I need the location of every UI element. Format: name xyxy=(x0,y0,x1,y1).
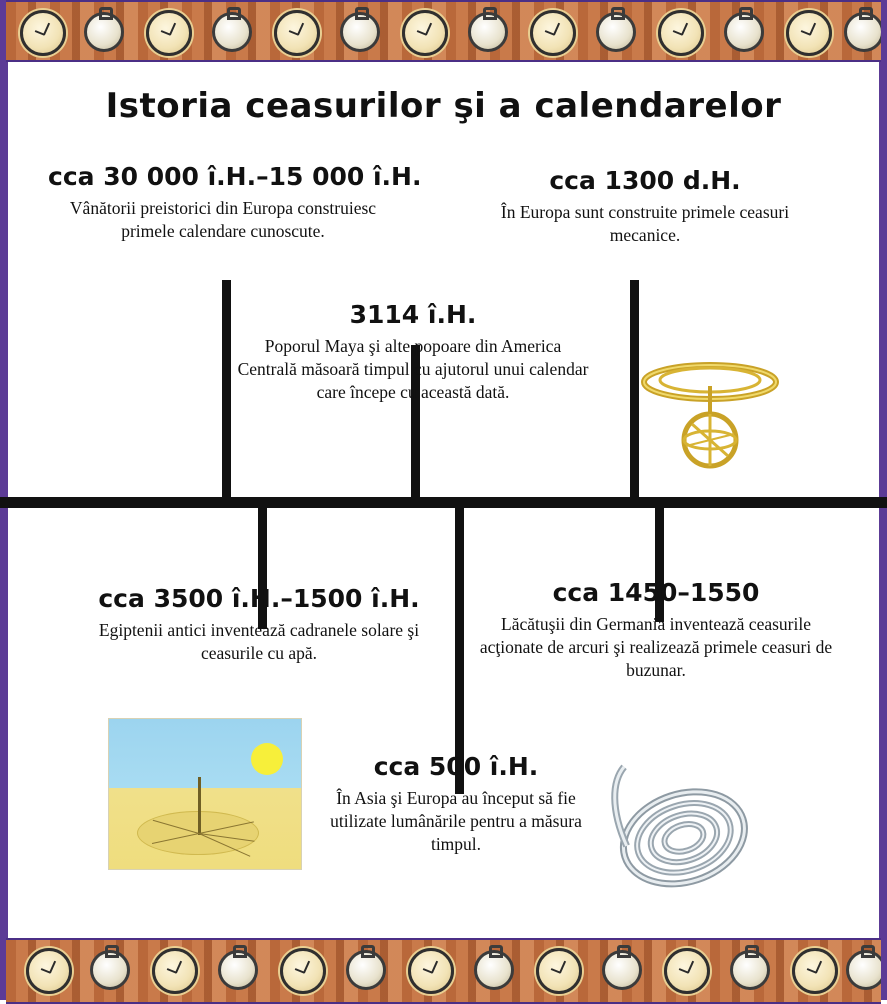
timeline-entry-4 xyxy=(82,584,436,665)
pocket-watch-icon xyxy=(84,12,124,52)
clock-icon xyxy=(20,10,66,56)
entry-date: cca 1300 d.H. xyxy=(549,166,741,195)
clock-icon xyxy=(274,10,320,56)
timeline-entry-3 xyxy=(500,166,790,247)
entry-text: Poporul Maya şi alte popoare din America Centrală măsoară timpul cu ajutorul unui calendar care începe cu această dată. xyxy=(237,336,589,403)
timeline-entry-6 xyxy=(470,578,842,682)
sundial-illustration xyxy=(108,718,302,870)
page-title: Istoria ceasurilor şi a calendarelor xyxy=(105,86,782,126)
clock-icon xyxy=(786,10,832,56)
sundial-gnomon xyxy=(198,777,201,835)
clock-icon xyxy=(408,948,454,994)
clock-icon xyxy=(530,10,576,56)
pocket-watch-icon xyxy=(90,950,130,990)
entry-date: cca 500 î.H. xyxy=(373,752,539,781)
entry-text: Lăcătuşii din Germania inventează ceasurile acţionate de arcuri şi realizează primele ceasuri de buzunar. xyxy=(479,614,833,681)
timeline-entry-2 xyxy=(236,300,590,404)
timeline-entry-5 xyxy=(318,752,594,856)
pocket-watch-icon xyxy=(596,12,636,52)
entry-date: cca 30 000 î.H.–15 000 î.H. xyxy=(48,162,422,191)
timeline-tick-5 xyxy=(455,507,464,794)
pocket-watch-icon xyxy=(724,12,764,52)
clock-pattern-border-top xyxy=(6,0,881,62)
pocket-watch-icon xyxy=(844,12,881,52)
pocket-watch-icon xyxy=(346,950,386,990)
pocket-watch-icon xyxy=(602,950,642,990)
entry-date: cca 1450–1550 xyxy=(552,578,760,607)
clock-icon xyxy=(402,10,448,56)
pocket-watch-icon xyxy=(730,950,770,990)
entry-text: Egiptenii antici inventează cadranele solare şi ceasurile cu apă. xyxy=(98,620,420,664)
clock-icon xyxy=(536,948,582,994)
timeline-tick-1 xyxy=(222,280,231,498)
clock-icon xyxy=(792,948,838,994)
pocket-watch-icon xyxy=(218,950,258,990)
clock-icon xyxy=(26,948,72,994)
clock-icon xyxy=(664,948,710,994)
sun-icon xyxy=(251,743,283,775)
entry-text: În Europa sunt construite primele ceasuri mecanice. xyxy=(500,202,790,246)
timeline-axis xyxy=(0,497,887,508)
brass-armillary-sphere-illustration xyxy=(630,350,790,480)
entry-date: 3114 î.H. xyxy=(349,300,477,329)
mainspring-coil-illustration xyxy=(608,740,758,910)
clock-icon xyxy=(152,948,198,994)
timeline-entry-1 xyxy=(48,162,422,243)
clock-icon xyxy=(280,948,326,994)
pocket-watch-icon xyxy=(468,12,508,52)
clock-icon xyxy=(146,10,192,56)
clock-icon xyxy=(658,10,704,56)
pocket-watch-icon xyxy=(212,12,252,52)
entry-date: cca 3500 î.H.–1500 î.H. xyxy=(98,584,420,613)
pocket-watch-icon xyxy=(846,950,881,990)
entry-text: Vânătorii preistorici din Europa construiesc primele calendare cunoscute. xyxy=(69,198,377,242)
entry-text: În Asia şi Europa au început să fie utilizate lumânările pentru a măsura timpul. xyxy=(330,788,582,855)
clock-pattern-border-bottom xyxy=(6,938,881,1004)
pocket-watch-icon xyxy=(340,12,380,52)
pocket-watch-icon xyxy=(474,950,514,990)
